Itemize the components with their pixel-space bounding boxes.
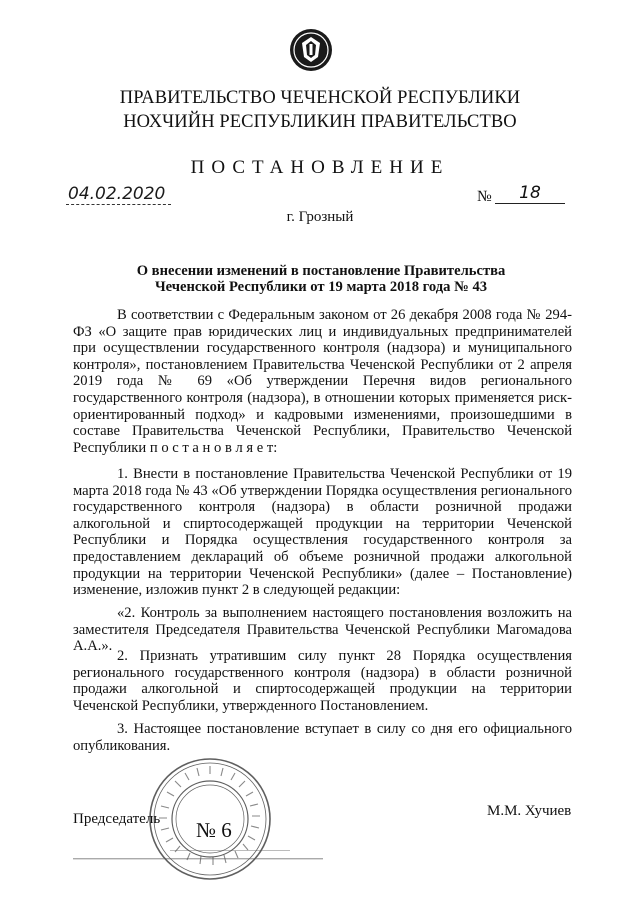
clause-2-paragraph: 2. Признать утратившим силу пункт 28 Порядка осуществления регионального государственного контроля (надзора) в области розничной продажи алкогольной и спиртосодержащей продукции на территории Чеченской Республики, утвержденного Постановлением. — [73, 648, 572, 714]
document-number: 18 — [495, 183, 565, 204]
document-title — [112, 263, 530, 295]
document-title-line: О внесении изменений в постановление Правительства — [136, 263, 506, 279]
coat-of-arms-emblem — [289, 28, 333, 72]
preamble-paragraph: В соответствии с Федеральным законом от 26 декабря 2008 года № 294-ФЗ «О защите прав юридических лиц и индивидуальных предпринимателей при осуществлении государственного контроля (надзора) и муниципального контроля», постановлением Правительства Чеченской Республики от 2 апреля 2019 года № 69 «Об утверждении Перечня видов регионального государственного контроля (надзора), в отношении которых применяется риск-ориентированный подход» и кадровыми изменениями, произошедшими в составе Правительства Чеченской Республики, Правительство Чеченской Республики п о с т а н о в л я е т: — [73, 307, 572, 456]
signatory-position: Председатель — [73, 811, 161, 827]
document-number-label: № — [477, 188, 492, 205]
print-footer-mark — [73, 857, 323, 861]
city: г. Грозный — [286, 209, 354, 225]
government-name-chechen: НОХЧИЙН РЕСПУБЛИКИН ПРАВИТЕЛЬСТВО — [123, 112, 517, 132]
clause-1-paragraph: 1. Внести в постановление Правительства Чеченской Республики от 19 марта 2018 года № 43 «Об утверждении Порядка осуществления регионального государственного контроля (надзора) в области розничной продажи алкогольной и спиртосодержащей продукции на территории Чеченской Республики и Порядка осуществления государственного контроля за предоставлением деклараций об объеме розничной продажи алкогольной продукции на территории Чеченской Республики» (далее – Постановление) изменение, изложив пункт 2 в следующей редакции: — [73, 466, 572, 599]
clause-1-quote-paragraph: «2. Контроль за выполнением настоящего постановления возложить на заместителя Председателя Правительства Чеченской Республики Магомадова А.А.». — [73, 605, 572, 655]
document-kind: ПОСТАНОВЛЕНИЕ — [190, 157, 450, 178]
document-title-line: Чеченской Республики от 19 марта 2018 года № 43 — [154, 279, 488, 295]
document-date: 04.02.2020 — [66, 184, 171, 205]
print-footer-mark — [170, 849, 290, 852]
stamp-number: № 6 — [196, 818, 232, 842]
government-name-russian: ПРАВИТЕЛЬСТВО ЧЕЧЕНСКОЙ РЕСПУБЛИКИ — [119, 88, 521, 108]
clause-3-paragraph: 3. Настоящее постановление вступает в силу со дня его официального опубликования. — [73, 721, 572, 754]
signatory-name: М.М. Хучиев — [487, 803, 572, 819]
